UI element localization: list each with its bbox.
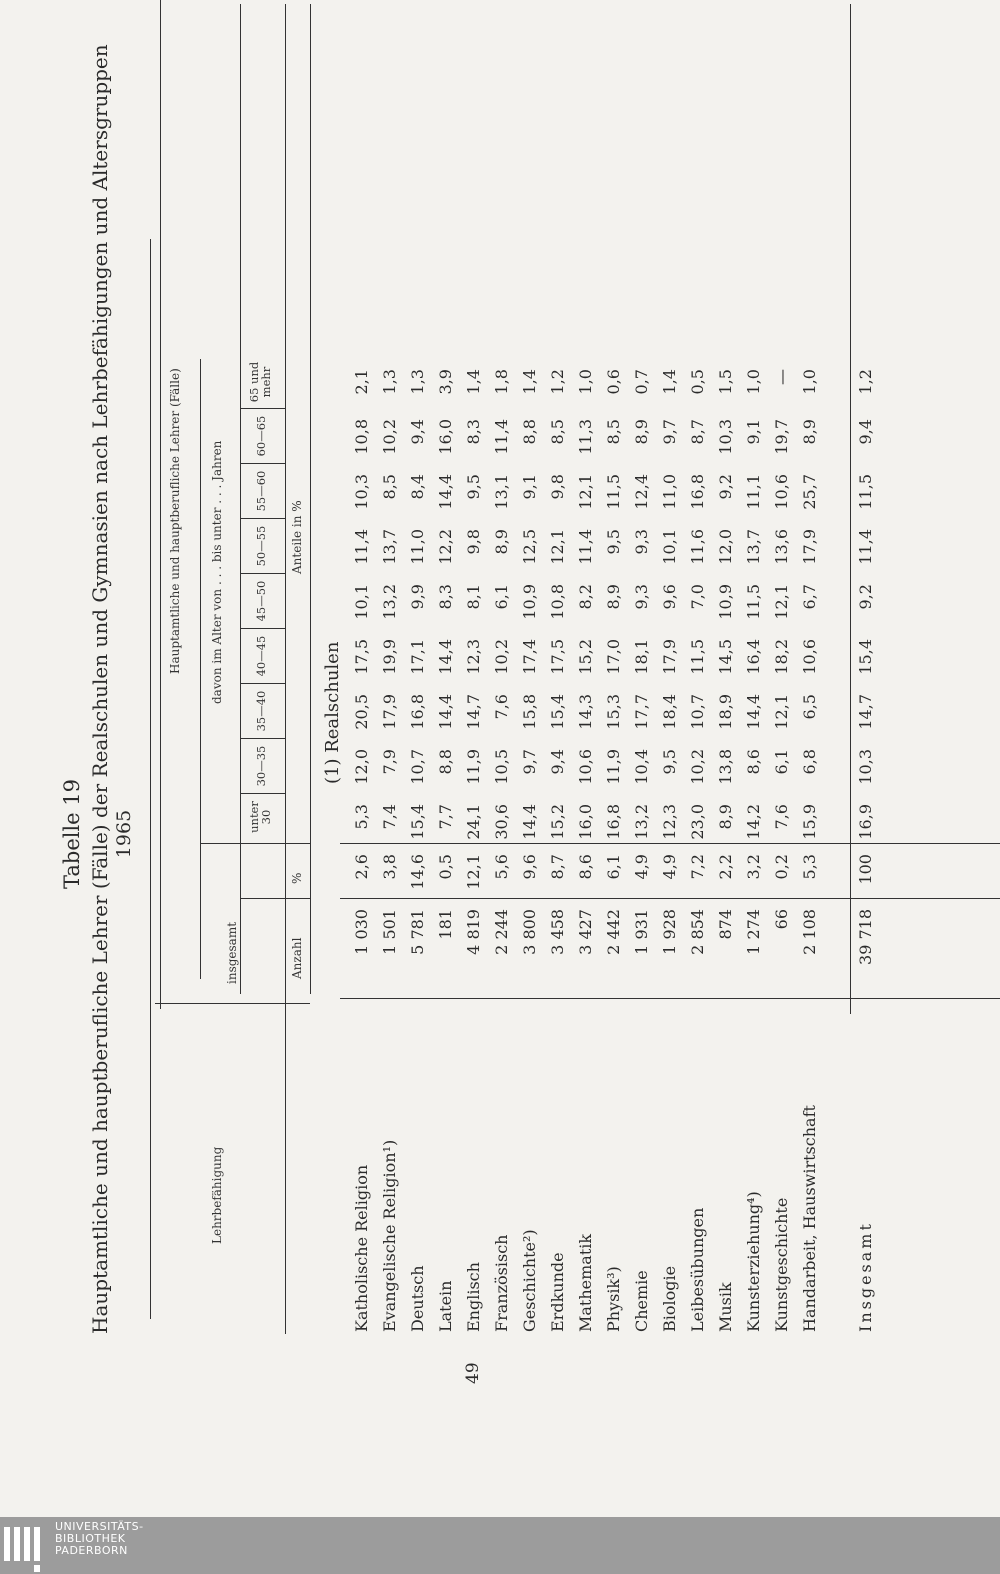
cell-value: 13,8	[716, 749, 735, 785]
cell-value: 10,1	[660, 529, 679, 565]
header-percent: %	[290, 872, 304, 884]
cell-value: 6,1	[492, 584, 511, 610]
row-label: Chemie	[632, 1270, 651, 1332]
cell-value: 3,2	[744, 854, 763, 880]
cell-value: 10,6	[772, 474, 791, 510]
cell-value: 6,5	[800, 694, 819, 720]
total-rule	[850, 4, 851, 1014]
cell-value: 20,5	[352, 694, 371, 730]
library-footer	[0, 1517, 1000, 1574]
cell-value: 10,6	[576, 749, 595, 785]
cell-value: 10,9	[520, 584, 539, 620]
cell-value: 1,2	[548, 369, 567, 395]
cell-value: 0,7	[632, 369, 651, 395]
cell-value: 15,4	[548, 694, 567, 730]
cell-value: 0,5	[436, 854, 455, 880]
cell-value: 15,2	[576, 639, 595, 675]
cell-value: 23,0	[688, 804, 707, 840]
cell-value: 12,2	[436, 529, 455, 565]
header-age-group: 45—50	[254, 580, 268, 622]
cell-value: 15,8	[520, 694, 539, 730]
cell-value: 16,4	[744, 639, 763, 675]
cell-value: 2,6	[352, 854, 371, 880]
cell-value: 14,4	[436, 694, 455, 730]
cell-value: 7,9	[380, 749, 399, 775]
cell-value: 5,6	[492, 854, 511, 880]
cell-value: 4,9	[632, 854, 651, 880]
cell-value: 17,9	[660, 639, 679, 675]
cell-value: 12,1	[772, 584, 791, 620]
cell-value: 8,5	[380, 474, 399, 500]
table-row	[712, 0, 740, 1574]
cell-value: 7,0	[688, 584, 707, 610]
row-label: Erdkunde	[548, 1252, 567, 1332]
cell-value: 8,3	[436, 584, 455, 610]
cell-value: 16,9	[856, 804, 875, 840]
table-row	[432, 0, 460, 1574]
table-year: 1965	[113, 809, 135, 859]
cell-value: 10,7	[688, 694, 707, 730]
cell-value: 15,9	[800, 804, 819, 840]
cell-value: 15,3	[604, 694, 623, 730]
cell-value: 11,5	[688, 639, 707, 675]
cell-value: 0,5	[688, 369, 707, 395]
header-divider-age3	[240, 683, 285, 684]
cell-value: 12,5	[520, 529, 539, 565]
cell-value: 1,3	[380, 369, 399, 395]
cell-value: 17,9	[800, 529, 819, 565]
cell-value: 12,1	[772, 694, 791, 730]
row-label: Französisch	[492, 1234, 511, 1332]
cell-value: 2,2	[716, 854, 735, 880]
cell-value: 1 501	[380, 909, 399, 955]
cell-value: 9,5	[604, 529, 623, 555]
cell-value: 11,0	[660, 474, 679, 510]
cell-value: 10,3	[716, 419, 735, 455]
cell-value: 14,7	[464, 694, 483, 730]
cell-value: 11,3	[576, 419, 595, 455]
cell-value: 18,1	[632, 639, 651, 675]
cell-value: 17,0	[604, 639, 623, 675]
cell-value: 2,1	[352, 369, 371, 395]
cell-value: 8,6	[744, 749, 763, 775]
row-label: Deutsch	[408, 1265, 427, 1332]
header-age-group: 60—65	[254, 415, 268, 457]
cell-value: 14,2	[744, 804, 763, 840]
cell-value: 17,5	[548, 639, 567, 675]
header-divider-anzahl	[240, 898, 310, 899]
cell-value: 17,1	[408, 639, 427, 675]
cell-value: 10,2	[380, 419, 399, 455]
cell-value: 9,2	[856, 584, 875, 610]
cell-value: 7,4	[380, 804, 399, 830]
cell-value: 8,5	[604, 419, 623, 445]
table-row	[516, 0, 544, 1574]
cell-value: 8,1	[464, 584, 483, 610]
cell-value: 9,8	[464, 529, 483, 555]
cell-value: 8,7	[548, 854, 567, 880]
cell-value: 9,2	[716, 474, 735, 500]
header-age-group: unter 30	[247, 801, 273, 833]
cell-value: 11,4	[492, 419, 511, 455]
cell-value: 9,5	[660, 749, 679, 775]
header-divider-age4	[240, 628, 285, 629]
table-title: Hauptamtliche und hauptberufliche Lehrer (Fälle) der Realschulen und Gymnasien nach Lehrbefähigungen und Altersgruppen	[88, 44, 112, 1334]
cell-value: 8,8	[520, 419, 539, 445]
cell-value: 3,8	[380, 854, 399, 880]
cell-value: 11,4	[576, 529, 595, 565]
table-row	[572, 0, 600, 1574]
header-divider-age1	[240, 793, 285, 794]
cell-value: 12,1	[464, 854, 483, 890]
header-bottom-rule	[285, 4, 286, 1334]
cell-value: 6,1	[604, 854, 623, 880]
cell-value: 1,0	[744, 369, 763, 395]
table-number: Tabelle 19	[60, 778, 84, 890]
table-row	[684, 0, 712, 1574]
header-divider-age8	[240, 408, 285, 409]
cell-value: 19,7	[772, 419, 791, 455]
cell-value: 10,7	[408, 749, 427, 785]
cell-value: 14,4	[744, 694, 763, 730]
cell-value: 39 718	[856, 909, 875, 965]
cell-value: 9,4	[548, 749, 567, 775]
row-label: Biologie	[660, 1265, 679, 1332]
cell-value: 9,6	[520, 854, 539, 880]
header-anzahl: Anzahl	[290, 937, 304, 979]
cell-value: 15,2	[548, 804, 567, 840]
cell-value: 11,4	[856, 529, 875, 565]
cell-value: 15,4	[856, 639, 875, 675]
cell-value: 12,4	[632, 474, 651, 510]
cell-value: 10,3	[856, 749, 875, 785]
cell-value: 6,1	[772, 749, 791, 775]
table-row	[768, 0, 796, 1574]
cell-value: 12,1	[548, 529, 567, 565]
cell-value: 10,8	[352, 419, 371, 455]
header-top-rule	[150, 239, 151, 1319]
cell-value: 18,9	[716, 694, 735, 730]
header-age-group: 30—35	[254, 745, 268, 787]
cell-value: 14,7	[856, 694, 875, 730]
row-label: Latein	[436, 1280, 455, 1332]
cell-value: 18,2	[772, 639, 791, 675]
header-age-group: 40—45	[254, 635, 268, 677]
cell-value: 30,6	[492, 804, 511, 840]
cell-value: 5 781	[408, 909, 427, 955]
cell-value: 9,6	[660, 584, 679, 610]
cell-value: 13,1	[492, 474, 511, 510]
cell-value: 1,0	[576, 369, 595, 395]
cell-value: 1 274	[744, 909, 763, 955]
cell-value: 11,9	[464, 749, 483, 785]
table-row	[544, 0, 572, 1574]
cell-value: 8,9	[492, 529, 511, 555]
cell-value: 8,9	[716, 804, 735, 830]
cell-value: 8,7	[688, 419, 707, 445]
cell-value: 17,4	[520, 639, 539, 675]
cell-value: 3 800	[520, 909, 539, 955]
table-row	[852, 0, 880, 1574]
cell-value: 1 931	[632, 909, 651, 955]
header-group-main: Hauptamtliche und hauptberufliche Lehrer (Fälle)	[168, 368, 182, 674]
cell-value: 2 244	[492, 909, 511, 955]
cell-value: 5,3	[800, 854, 819, 880]
cell-value: 9,4	[408, 419, 427, 445]
row-label: Handarbeit, Hauswirtschaft	[800, 1105, 819, 1332]
header-divider-age7	[240, 463, 285, 464]
cell-value: 8,2	[576, 584, 595, 610]
header-divider-age2	[240, 738, 285, 739]
table-row	[348, 0, 376, 1574]
cell-value: 14,5	[716, 639, 735, 675]
cell-value: 1,3	[408, 369, 427, 395]
cell-value: 10,3	[352, 474, 371, 510]
row-label: Leibesübungen	[688, 1207, 707, 1332]
row-label: Evangelische Religion¹)	[380, 1139, 399, 1332]
cell-value: 8,9	[800, 419, 819, 445]
cell-value: 0,2	[772, 854, 791, 880]
cell-value: 10,9	[716, 584, 735, 620]
cell-value: 5,3	[352, 804, 371, 830]
cell-value: 25,7	[800, 474, 819, 510]
cell-value: 12,0	[352, 749, 371, 785]
cell-value: 1,8	[492, 369, 511, 395]
cell-value: 1,4	[520, 369, 539, 395]
cell-value: 11,5	[856, 474, 875, 510]
header-age-group: 65 und mehr	[247, 361, 273, 403]
header-units-rule	[310, 4, 311, 994]
cell-value: 11,0	[408, 529, 427, 565]
cell-value: 3 427	[576, 909, 595, 955]
cell-value: 1,0	[800, 369, 819, 395]
cell-value: 10,2	[492, 639, 511, 675]
header-lehrbefaehigung: Lehrbefähigung	[210, 1146, 224, 1244]
cell-value: 7,7	[436, 804, 455, 830]
cell-value: 13,6	[772, 529, 791, 565]
cell-value: 14,4	[520, 804, 539, 840]
cell-value: 24,1	[464, 804, 483, 840]
cell-value: 13,2	[632, 804, 651, 840]
cell-value: 13,7	[380, 529, 399, 565]
header-group-rule	[160, 0, 161, 1009]
header-age-group: 55—60	[254, 470, 268, 512]
table-row	[376, 0, 404, 1574]
cell-value: 8,9	[632, 419, 651, 445]
cell-value: 8,9	[604, 584, 623, 610]
cell-value: 16,8	[688, 474, 707, 510]
cell-value: 17,7	[632, 694, 651, 730]
table-row	[600, 0, 628, 1574]
row-label: Physik³)	[604, 1266, 623, 1332]
cell-value: 8,8	[436, 749, 455, 775]
cell-value: 13,7	[744, 529, 763, 565]
cell-value: 9,3	[632, 584, 651, 610]
cell-value: 9,1	[744, 419, 763, 445]
header-divider-age5	[240, 573, 285, 574]
cell-value: 19,9	[380, 639, 399, 675]
cell-value: 9,7	[660, 419, 679, 445]
library-logo-text: UNIVERSITÄTS- BIBLIOTHEK PADERBORN	[55, 1520, 144, 1557]
cell-value: 11,6	[688, 529, 707, 565]
cell-value: 100	[856, 854, 875, 885]
cell-value: 11,1	[744, 474, 763, 510]
section-title: (1) Realschulen	[322, 641, 343, 784]
cell-value: 14,3	[576, 694, 595, 730]
row-label: Musik	[716, 1282, 735, 1332]
cell-value: 6,7	[800, 584, 819, 610]
cell-value: 10,2	[688, 749, 707, 785]
table-row	[628, 0, 656, 1574]
table-row	[656, 0, 684, 1574]
cell-value: 10,4	[632, 749, 651, 785]
cell-value: 8,3	[464, 419, 483, 445]
table-row	[796, 0, 824, 1574]
cell-value: 18,4	[660, 694, 679, 730]
cell-value: 1 928	[660, 909, 679, 955]
cell-value: 6,8	[800, 749, 819, 775]
header-anteile: Anteile in %	[290, 500, 304, 574]
cell-value: 11,5	[604, 474, 623, 510]
cell-value: 8,5	[548, 419, 567, 445]
cell-value: 9,4	[856, 419, 875, 445]
cell-value: 9,8	[548, 474, 567, 500]
row-label: Mathematik	[576, 1233, 595, 1332]
cell-value: —	[772, 369, 791, 385]
cell-value: 1,5	[716, 369, 735, 395]
header-davon: davon im Alter von . . . bis unter . . . Jahren	[210, 440, 224, 704]
row-label: Katholische Religion	[352, 1164, 371, 1332]
cell-value: 9,7	[520, 749, 539, 775]
cell-value: 10,8	[548, 584, 567, 620]
row-label: Englisch	[464, 1262, 483, 1332]
cell-value: 0,6	[604, 369, 623, 395]
cell-value: 4 819	[464, 909, 483, 955]
cell-value: 10,5	[492, 749, 511, 785]
cell-value: 3 458	[548, 909, 567, 955]
cell-value: 2 108	[800, 909, 819, 955]
cell-value: 12,0	[716, 529, 735, 565]
cell-value: 11,9	[604, 749, 623, 785]
table-row	[740, 0, 768, 1574]
cell-value: 8,4	[408, 474, 427, 500]
cell-value: 1 030	[352, 909, 371, 955]
cell-value: 8,6	[576, 854, 595, 880]
cell-value: 17,5	[352, 639, 371, 675]
header-divider-age6	[240, 518, 285, 519]
cell-value: 3,9	[436, 369, 455, 395]
cell-value: 874	[716, 909, 735, 940]
cell-value: 16,0	[436, 419, 455, 455]
row-label: Kunsterziehung⁴)	[744, 1191, 763, 1332]
cell-value: 9,3	[632, 529, 651, 555]
cell-value: 16,8	[408, 694, 427, 730]
cell-value: 2 854	[688, 909, 707, 955]
cell-value: 12,1	[576, 474, 595, 510]
cell-value: 66	[772, 909, 791, 930]
cell-value: 11,4	[352, 529, 371, 565]
table-row	[404, 0, 432, 1574]
header-divider-label	[155, 1003, 310, 1004]
cell-value: 13,2	[380, 584, 399, 620]
cell-value: 14,6	[408, 854, 427, 890]
cell-value: 16,0	[576, 804, 595, 840]
cell-value: 12,3	[660, 804, 679, 840]
header-age-rule	[240, 4, 241, 994]
header-age-group: 50—55	[254, 525, 268, 567]
cell-value: 9,1	[520, 474, 539, 500]
header-age-group: 35—40	[254, 690, 268, 732]
cell-value: 10,1	[352, 584, 371, 620]
cell-value: 11,5	[744, 584, 763, 620]
row-label: Insgesamt	[856, 1221, 875, 1332]
cell-value: 7,6	[772, 804, 791, 830]
page-number: 49	[463, 1362, 483, 1384]
cell-value: 181	[436, 909, 455, 940]
header-insgesamt-rule	[200, 359, 201, 979]
cell-value: 1,4	[464, 369, 483, 395]
cell-value: 1,4	[660, 369, 679, 395]
cell-value: 16,8	[604, 804, 623, 840]
row-label: Geschichte²)	[520, 1229, 539, 1332]
cell-value: 14,4	[436, 639, 455, 675]
row-label: Kunstgeschichte	[772, 1197, 791, 1332]
cell-value: 14,4	[436, 474, 455, 510]
cell-value: 12,3	[464, 639, 483, 675]
cell-value: 10,6	[800, 639, 819, 675]
cell-value: 7,6	[492, 694, 511, 720]
cell-value: 9,5	[464, 474, 483, 500]
header-divider-percent	[200, 843, 310, 844]
cell-value: 7,2	[688, 854, 707, 880]
cell-value: 17,9	[380, 694, 399, 730]
cell-value: 2 442	[604, 909, 623, 955]
cell-value: 4,9	[660, 854, 679, 880]
table-row	[488, 0, 516, 1574]
cell-value: 9,9	[408, 584, 427, 610]
header-insgesamt: insgesamt	[225, 921, 239, 984]
table-row	[460, 0, 488, 1574]
cell-value: 1,2	[856, 369, 875, 395]
cell-value: 15,4	[408, 804, 427, 840]
